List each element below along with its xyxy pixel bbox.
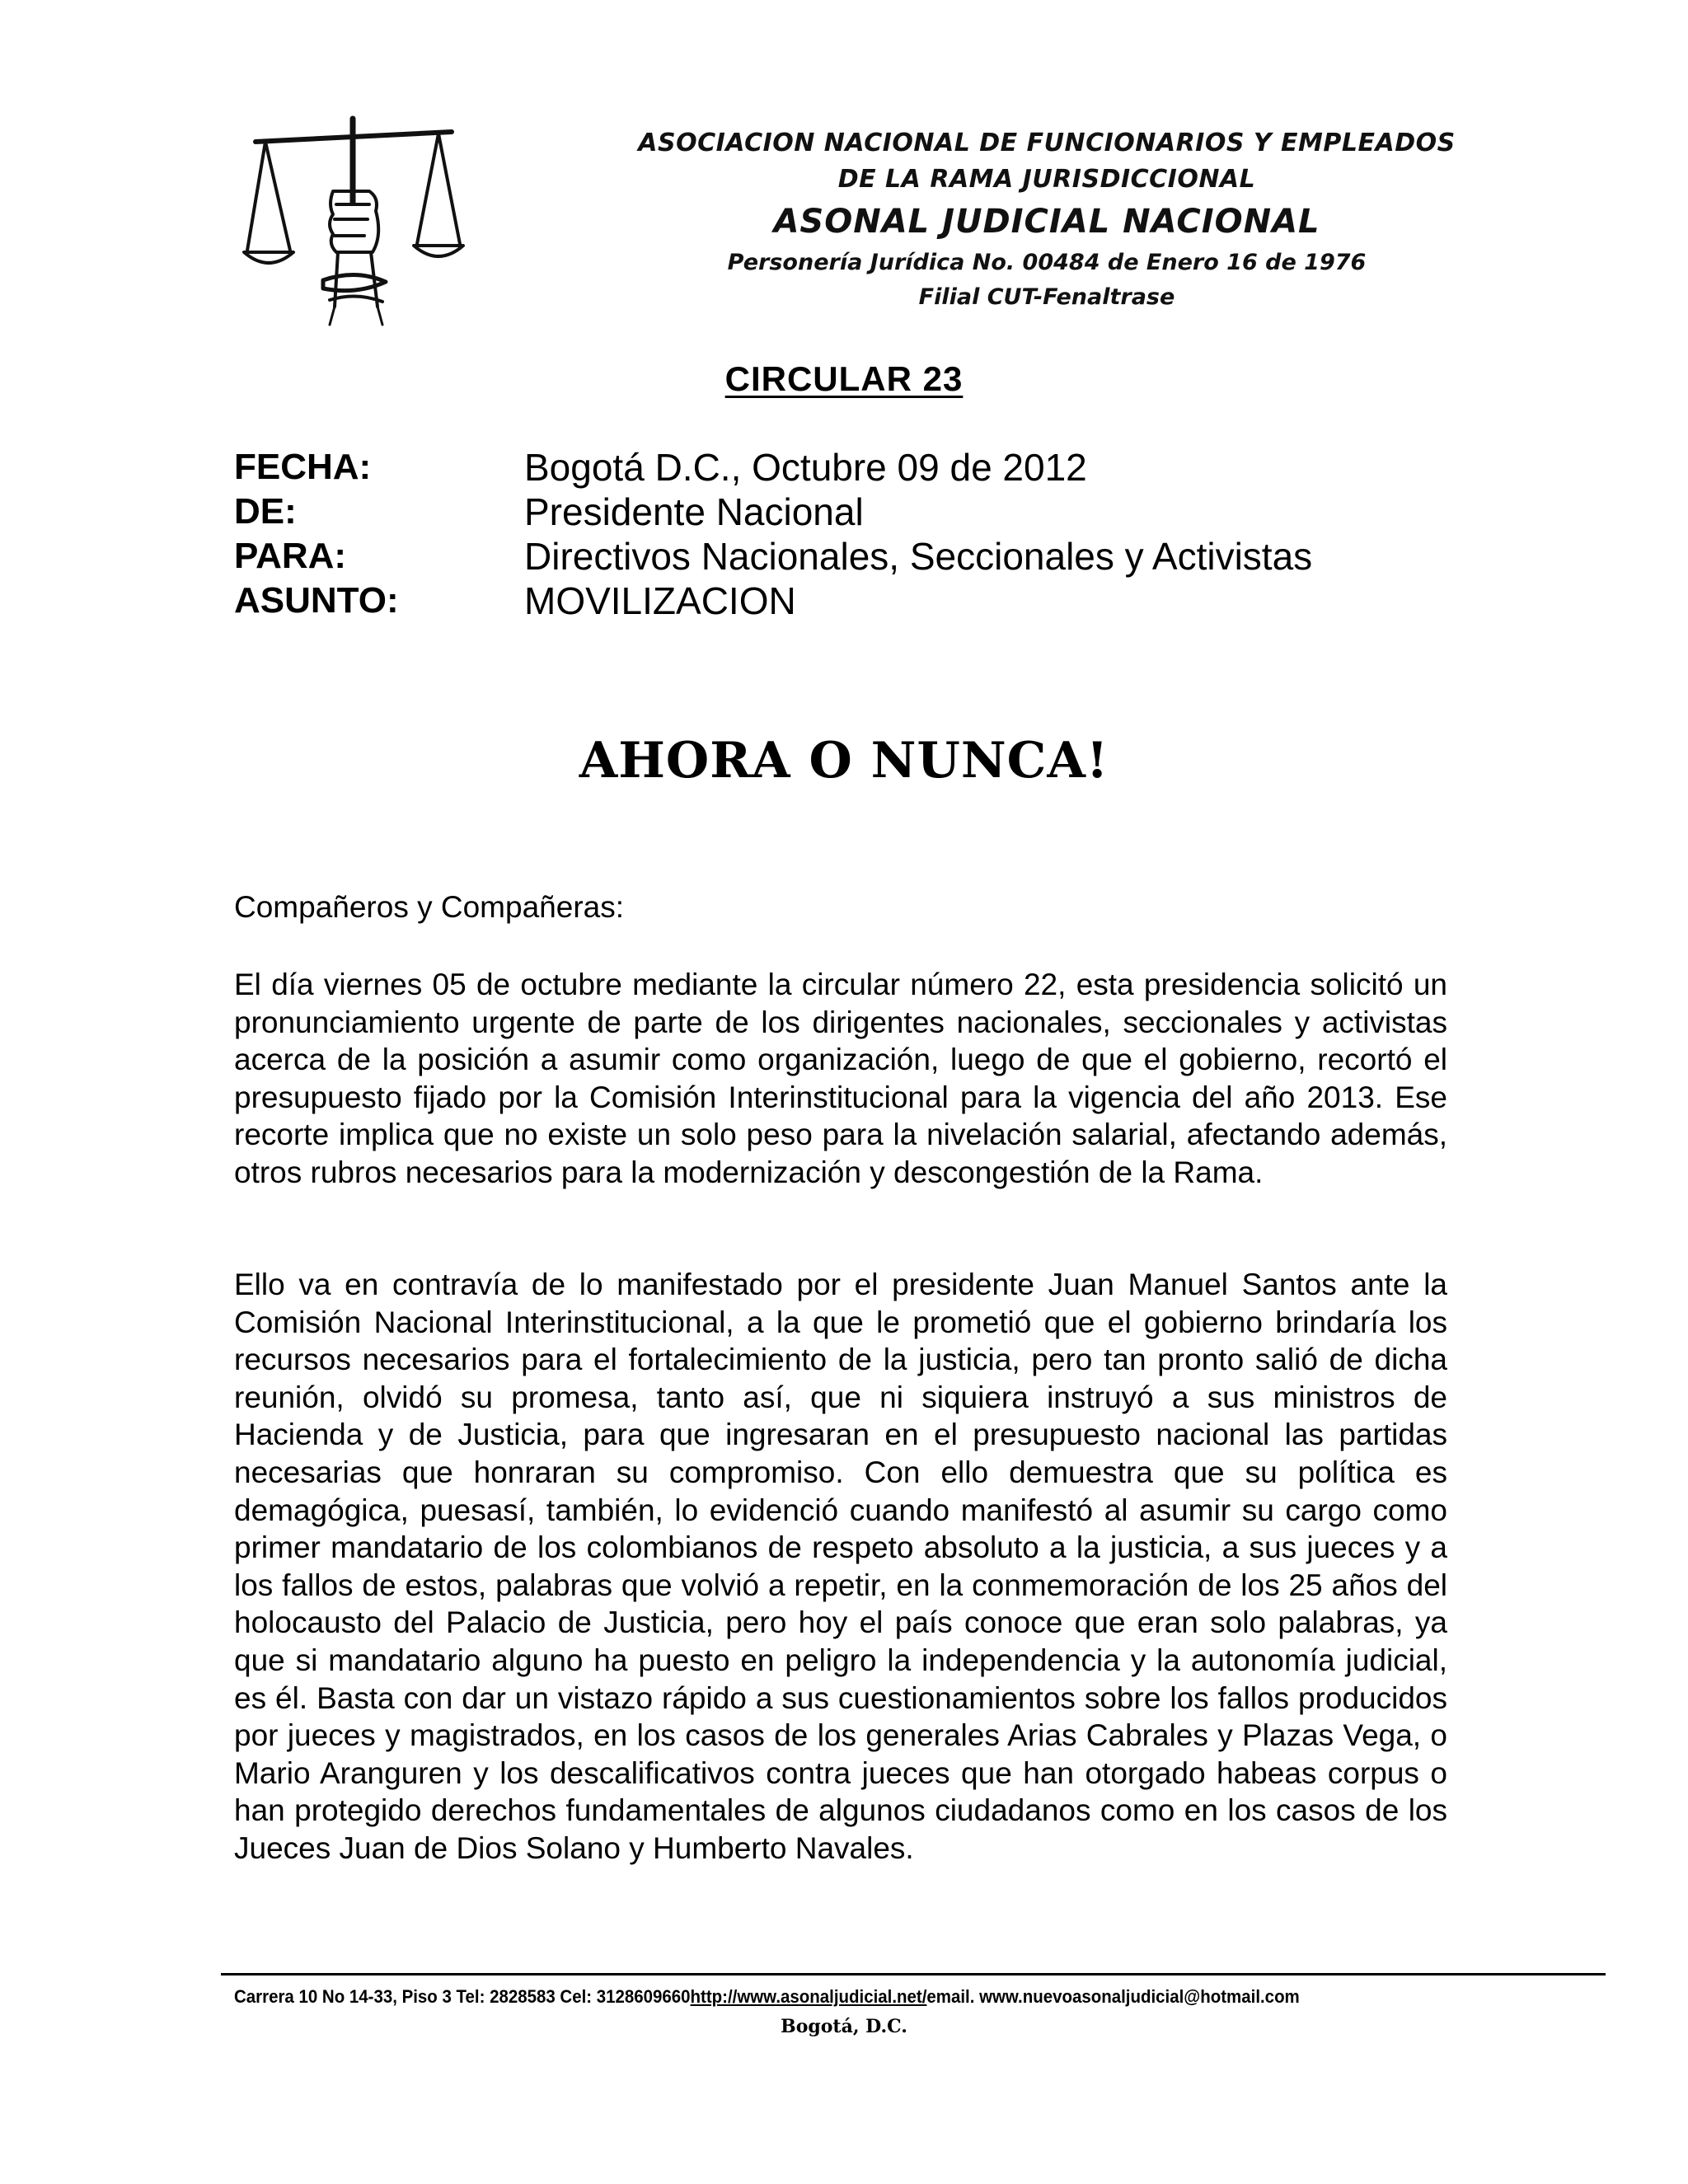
footer-address: Carrera 10 No 14-33, Piso 3 Tel: 2828583 Cel: 3128609660 [234, 1986, 691, 2007]
website-link[interactable]: http://www.asonaljudicial.net/ [690, 1986, 927, 2007]
memo-value: Bogotá D.C., Octubre 09 de 2012 [524, 446, 1087, 489]
circular-title-text: CIRCULAR 23 [724, 359, 964, 398]
footer-contact [234, 1986, 1300, 2008]
memo-value: Directivos Nacionales, Seccionales y Activistas [524, 535, 1313, 578]
memo-row-to [234, 534, 1470, 579]
memo-value: MOVILIZACION [524, 579, 796, 622]
affiliation: Filial CUT-Fenaltrase [918, 284, 1175, 310]
legal-registration: Personería Jurídica No. 00484 de Enero 16 de 1976 [727, 250, 1367, 275]
memo-value: Presidente Nacional [524, 490, 864, 533]
letterhead [511, 125, 1582, 315]
body-paragraph: El día viernes 05 de octubre mediante la circular número 22, esta presidencia solicitó un pronunciamiento urgente de parte de los dirigentes nacionales, seccionales y activistas acerca de la posición a asumir como organización, luego de que el gobierno, recortó el presupuesto fijado por la Comisión Interinstitucional para la vigencia del año 2013. Ese recorte implica que no existe un solo peso para la nivelación salarial, afectando además, otros rubros necesarios para la modernización y descongestión de la Rama. [234, 968, 1447, 1189]
body-paragraph: Ello va en contravía de lo manifestado por el presidente Juan Manuel Santos ante la Comisión Nacional Interinstitucional, a la que le prometió que el gobierno brindaría los recursos necesarios para el fortalecimiento de la justicia, pero tan pronto salió de dicha reunión, olvidó su promesa, tanto así, que ni siquiera instruyó a sus ministros de Hacienda y de Justicia, para que ingresaran en el presupuesto nacional las partidas necesarias que honraran su compromiso. Con ello demuestra que su política es demagógica, puesasí, también, lo evidenció cuando manifestó al asumir su cargo como primer mandatario de los colombianos de respeto absoluto a la justicia, a sus jueces y a los fallos de estos, palabras que volvió a repetir, en la conmemoración de los 25 años del holocausto del Palacio de Justicia, pero hoy el país conoce que eran solo palabras, ya que si mandatario alguno ha puesto en peligro la independencia y la autonomía judicial, es él. Basta con dar un vistazo rápido a sus cuestionamientos sobre los fallos producidos por jueces y magistrados, en los casos de los generales Arias Cabrales y Plazas Vega, o Mario Aranguren y los descalificativos contra jueces que han otorgado habeas corpus o han protegido derechos fundamentales de algunos ciudadanos como en los casos de los Jueces Juan de Dios Solano y Humberto Navales. [234, 1268, 1447, 1865]
memo-row-subject [234, 579, 1470, 623]
memo-label: PARA: [234, 536, 347, 576]
scales-of-justice-logo [241, 112, 473, 328]
footer-email: email. www.nuevoasonaljudicial@hotmail.com [926, 1986, 1300, 2007]
circular-title [0, 359, 1688, 399]
footer-divider [221, 1973, 1606, 1975]
memo-header [234, 445, 1470, 623]
association-name-line1: ASOCIACION NACIONAL DE FUNCIONARIOS Y EMPLEADOS [638, 129, 1456, 157]
association-name-line2: DE LA RAMA JURISDICCIONAL [837, 165, 1256, 194]
memo-label: FECHA: [234, 447, 372, 487]
memo-row-date [234, 445, 1470, 490]
memo-row-from [234, 490, 1470, 534]
memo-label: DE: [234, 491, 297, 532]
headline: AHORA O NUNCA! [579, 732, 1109, 790]
memo-label: ASUNTO: [234, 580, 399, 621]
salutation: Compañeros y Compañeras: [234, 890, 624, 924]
footer-city: Bogotá, D.C. [781, 2016, 907, 2037]
organization-name: ASONAL JUDICIAL NACIONAL [773, 203, 1320, 241]
